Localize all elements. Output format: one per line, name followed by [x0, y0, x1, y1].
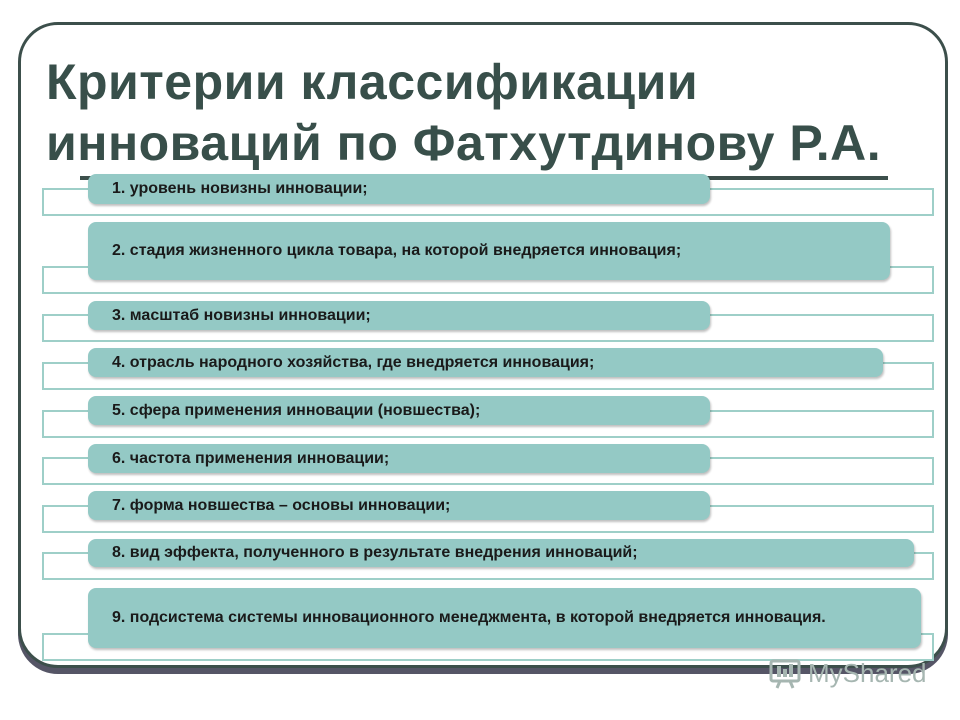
slide-title-line-2: инноваций по Фатхутдинову Р.А. — [46, 115, 882, 171]
criterion-item-8: 8. вид эффекта, полученного в результате внедрения инноваций; — [88, 539, 914, 567]
criterion-item-7: 7. форма новшества – основы инновации; — [88, 491, 710, 520]
slide-title-line-1: Критерии классификации — [46, 54, 699, 110]
criterion-item-3: 3. масштаб новизны инновации; — [88, 301, 710, 330]
slide-title — [46, 52, 881, 174]
myshared-watermark — [768, 656, 927, 690]
criterion-item-1: 1. уровень новизны инновации; — [88, 174, 710, 204]
criterion-item-5: 5. сфера применения инновации (новшества); — [88, 396, 710, 425]
criterion-item-2: 2. стадия жизненного цикла товара, на которой внедряется инновация; — [88, 222, 890, 280]
watermark-text: MyShared — [808, 657, 927, 688]
myshared-logo-icon — [768, 656, 802, 690]
criterion-item-6: 6. частота применения инновации; — [88, 444, 710, 473]
criterion-item-9: 9. подсистема системы инновационного менеджмента, в которой внедряется инновация. — [88, 588, 921, 648]
criterion-item-4: 4. отрасль народного хозяйства, где внедряется инновация; — [88, 348, 883, 377]
